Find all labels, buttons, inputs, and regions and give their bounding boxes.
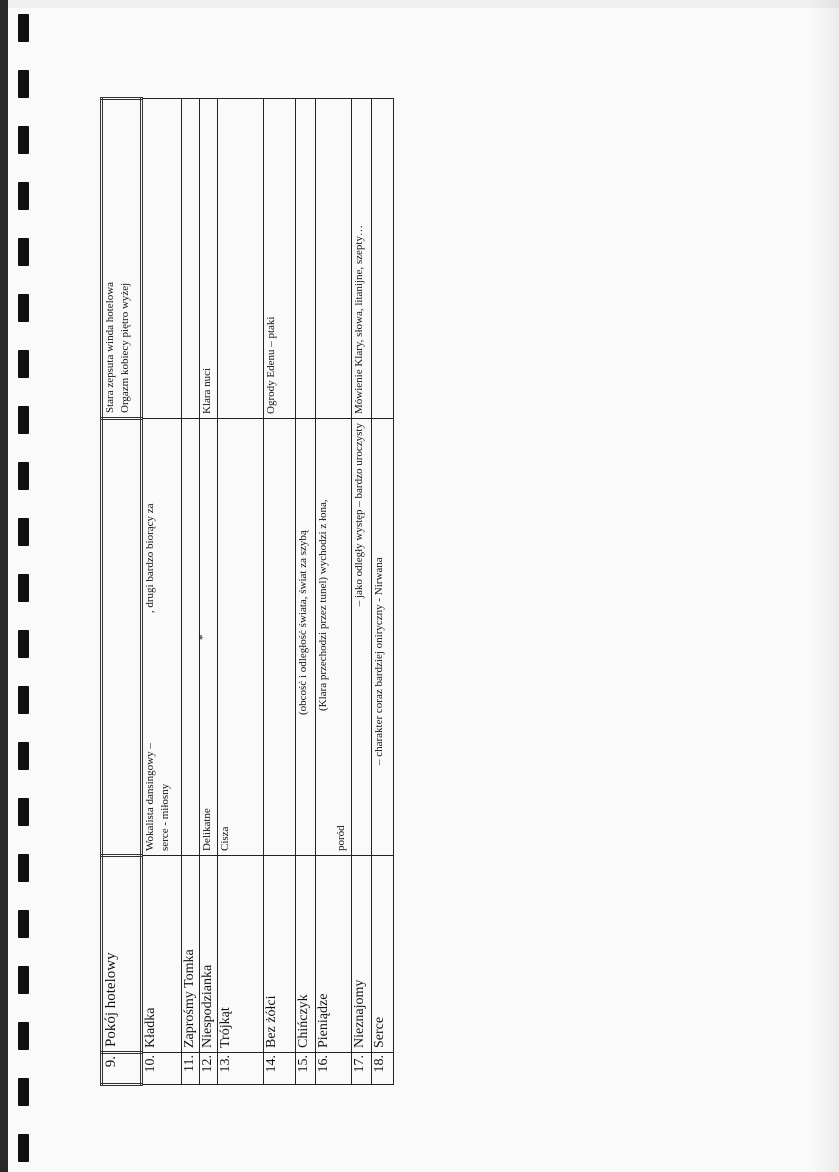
row-number: 14. bbox=[264, 1053, 296, 1085]
row-extra bbox=[102, 99, 142, 419]
row-description bbox=[264, 419, 296, 856]
binding-hole bbox=[18, 126, 29, 154]
binding-hole bbox=[18, 182, 29, 210]
row-title: Bez żółci bbox=[264, 856, 296, 1053]
row-description-part: – jako odległy występ – bardzo uroczysty bbox=[353, 423, 365, 607]
page-top-edge bbox=[0, 0, 839, 8]
row-title: Chińczyk bbox=[296, 856, 316, 1053]
row-description bbox=[102, 419, 142, 856]
row-number: 15. bbox=[296, 1053, 316, 1085]
row-description bbox=[296, 419, 316, 856]
binding-hole bbox=[18, 910, 29, 938]
table-row bbox=[296, 99, 316, 1085]
row-extra-line: Orgazm kobiecy piętro wyżej bbox=[119, 282, 131, 413]
row-number: 12. bbox=[200, 1053, 218, 1085]
binding-hole bbox=[18, 1022, 29, 1050]
row-description-part: Wokalista dansingowy – bbox=[144, 743, 156, 851]
binding-hole bbox=[18, 742, 29, 770]
table-row bbox=[102, 99, 142, 1085]
asterisk-mark: * bbox=[197, 634, 209, 640]
scan-left-edge bbox=[0, 0, 8, 1172]
row-title: Niespodzianka bbox=[200, 856, 218, 1053]
binding-hole bbox=[18, 1078, 29, 1106]
binding-hole bbox=[18, 854, 29, 882]
row-extra bbox=[316, 99, 352, 419]
row-extra-line: Stara zepsuta winda hotelowa bbox=[104, 281, 116, 413]
table-row bbox=[372, 99, 394, 1085]
row-extra bbox=[142, 99, 182, 419]
binding-hole bbox=[18, 686, 29, 714]
binding-hole bbox=[18, 14, 29, 42]
row-description-part: poród bbox=[335, 825, 347, 851]
row-description bbox=[316, 419, 352, 856]
row-title: Trójkąt bbox=[218, 856, 264, 1053]
row-number: 11. bbox=[182, 1053, 200, 1085]
binding-hole bbox=[18, 798, 29, 826]
row-number: 9. bbox=[102, 1053, 142, 1085]
row-title: Zaprośmy Tomka bbox=[182, 856, 200, 1053]
binding-hole bbox=[18, 462, 29, 490]
binding-hole bbox=[18, 966, 29, 994]
binding-hole bbox=[18, 350, 29, 378]
binding-hole bbox=[18, 518, 29, 546]
row-title: Pokój hotelowy bbox=[102, 856, 142, 1053]
row-description-part: – charakter coraz bardziej oniryczny - Nirwana bbox=[373, 557, 385, 765]
table-row bbox=[182, 99, 200, 1085]
row-extra: Klara nuci bbox=[200, 99, 218, 419]
table-row bbox=[352, 99, 372, 1085]
row-description-part: (Klara przechodzi przez tunel) wychodzi z łona, bbox=[317, 499, 329, 711]
row-description: Cisza bbox=[218, 419, 264, 856]
page-right-shadow bbox=[809, 0, 839, 1172]
row-extra bbox=[296, 99, 316, 419]
table-row bbox=[316, 99, 352, 1085]
row-description bbox=[352, 419, 372, 856]
row-extra: Mówienie Klary, słowa, litanijne, szepty… bbox=[352, 99, 372, 419]
row-title: Serce bbox=[372, 856, 394, 1053]
binding-hole bbox=[18, 70, 29, 98]
binding-hole bbox=[18, 574, 29, 602]
row-extra bbox=[372, 99, 394, 419]
binding-hole bbox=[18, 1134, 29, 1162]
table-row bbox=[200, 99, 218, 1085]
row-extra bbox=[182, 99, 200, 419]
row-title: Pieniądze bbox=[316, 856, 352, 1053]
row-extra bbox=[218, 99, 264, 419]
table-row bbox=[142, 99, 182, 1085]
rotated-table-region bbox=[100, 100, 392, 1086]
binding-hole bbox=[18, 294, 29, 322]
table-row bbox=[218, 99, 264, 1085]
row-description-part: (obcość i odległość świata, świat za szybą bbox=[297, 530, 309, 715]
binding-hole bbox=[18, 630, 29, 658]
binding-hole bbox=[18, 238, 29, 266]
row-description bbox=[142, 419, 182, 856]
row-extra: Ogrody Edenu – ptaki bbox=[264, 99, 296, 419]
row-number: 18. bbox=[372, 1053, 394, 1085]
row-title: Kładka bbox=[142, 856, 182, 1053]
row-number: 10. bbox=[142, 1053, 182, 1085]
row-number: 13. bbox=[218, 1053, 264, 1085]
row-description bbox=[197, 419, 218, 856]
row-description-part: Delikatne bbox=[201, 808, 213, 851]
binding-hole bbox=[18, 406, 29, 434]
row-number: 16. bbox=[316, 1053, 352, 1085]
table-row bbox=[264, 99, 296, 1085]
row-description bbox=[372, 419, 394, 856]
row-description-part: serce - miłosny bbox=[159, 783, 171, 851]
row-title: Nieznajomy bbox=[352, 856, 372, 1053]
row-description-part: , drugi bardzo biorący za bbox=[144, 503, 156, 614]
row-number: 17. bbox=[352, 1053, 372, 1085]
scene-table bbox=[100, 97, 394, 1086]
